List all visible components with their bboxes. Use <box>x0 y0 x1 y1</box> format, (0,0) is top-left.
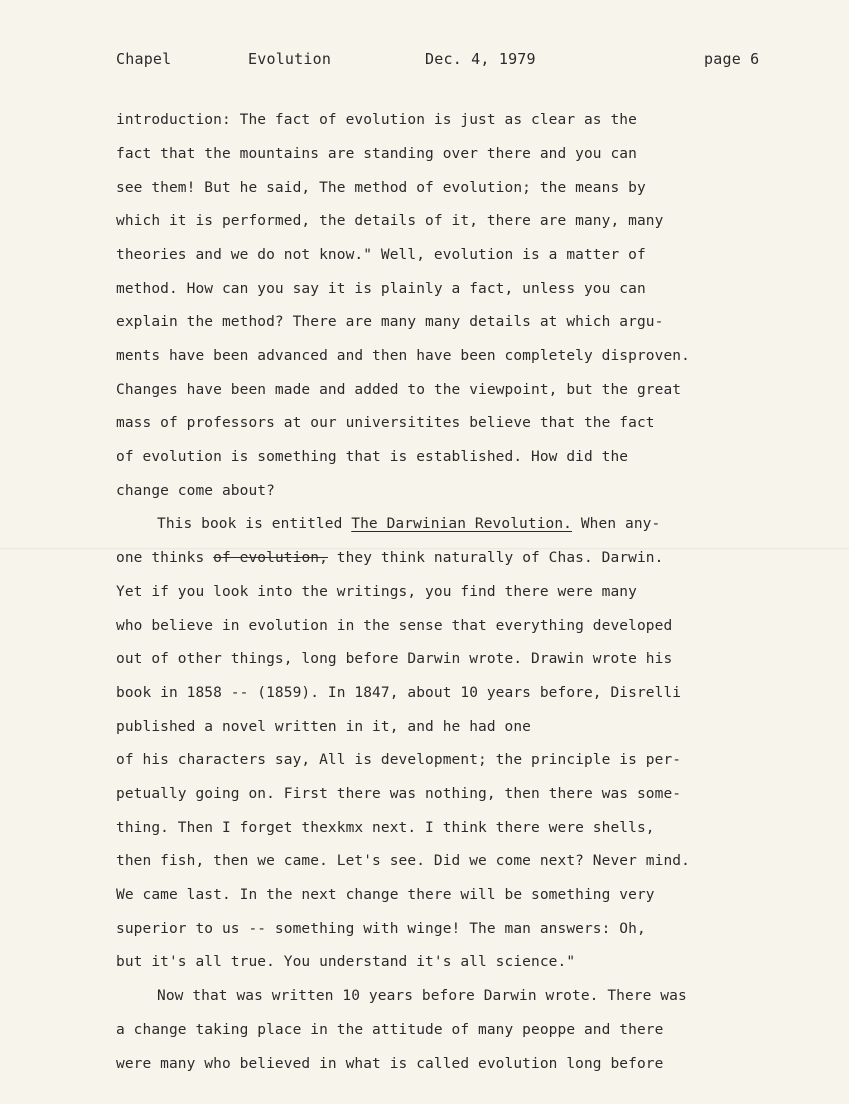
paragraph-2-second-line <box>116 549 663 567</box>
struck-text: of evolution, <box>213 550 328 566</box>
header-title: Chapel <box>116 50 172 68</box>
text-line: introduction: The fact of evolution is just as clear as the <box>116 112 637 128</box>
text-line: out of other things, long before Darwin wrote. Drawin wrote his <box>116 651 673 667</box>
book-title: The Darwinian Revolution. <box>351 516 573 532</box>
text-segment: When any- <box>572 516 661 532</box>
text-line: thing. Then I forget thexkmx next. I think there were shells, <box>116 820 655 836</box>
text-line: book in 1858 -- (1859). In 1847, about 10 years before, Disrelli <box>116 685 682 701</box>
text-line: fact that the mountains are standing over there and you can <box>116 146 637 162</box>
text-line: explain the method? There are many many details at which argu- <box>116 314 664 330</box>
text-segment: one thinks <box>116 550 214 566</box>
text-line: method. How can you say it is plainly a fact, unless you can <box>116 281 646 297</box>
text-line: of his characters say, All is development; the principle is per- <box>116 752 682 768</box>
text-line: superior to us -- something with winge! The man answers: Oh, <box>116 921 646 937</box>
text-line: We came last. In the next change there will be something very <box>116 887 655 903</box>
text-segment: This book is entitled <box>157 516 352 532</box>
text-line: petually going on. First there was nothing, then there was some- <box>116 786 682 802</box>
text-line: Changes have been made and added to the viewpoint, but the great <box>116 382 682 398</box>
text-line: mass of professors at our universitites believe that the fact <box>116 415 655 431</box>
text-line: a change taking place in the attitude of many peoppe and there <box>116 1022 664 1038</box>
text-line: were many who believed in what is called evolution long before <box>116 1056 664 1072</box>
header-page-number: page 6 <box>704 50 760 68</box>
text-line: Now that was written 10 years before Darwin wrote. There was <box>157 988 687 1004</box>
text-line: change come about? <box>116 483 275 499</box>
header-subject: Evolution <box>248 50 332 68</box>
text-line: who believe in evolution in the sense that everything developed <box>116 618 673 634</box>
text-line: see them! But he said, The method of evolution; the means by <box>116 180 646 196</box>
text-line: which it is performed, the details of it, there are many, many <box>116 213 664 229</box>
text-segment: they think naturally of Chas. Darwin. <box>327 550 664 566</box>
paragraph-2-first-line <box>157 515 660 533</box>
text-line: Yet if you look into the writings, you find there were many <box>116 584 637 600</box>
text-line: ments have been advanced and then have been completely disproven. <box>116 348 690 364</box>
text-line: of evolution is something that is established. How did the <box>116 449 629 465</box>
header-date: Dec. 4, 1979 <box>425 50 536 68</box>
text-line: then fish, then we came. Let's see. Did we come next? Never mind. <box>116 853 690 869</box>
text-line: theories and we do not know." Well, evolution is a matter of <box>116 247 646 263</box>
text-line: published a novel written in it, and he had one <box>116 719 531 735</box>
text-line: but it's all true. You understand it's all science." <box>116 954 576 970</box>
